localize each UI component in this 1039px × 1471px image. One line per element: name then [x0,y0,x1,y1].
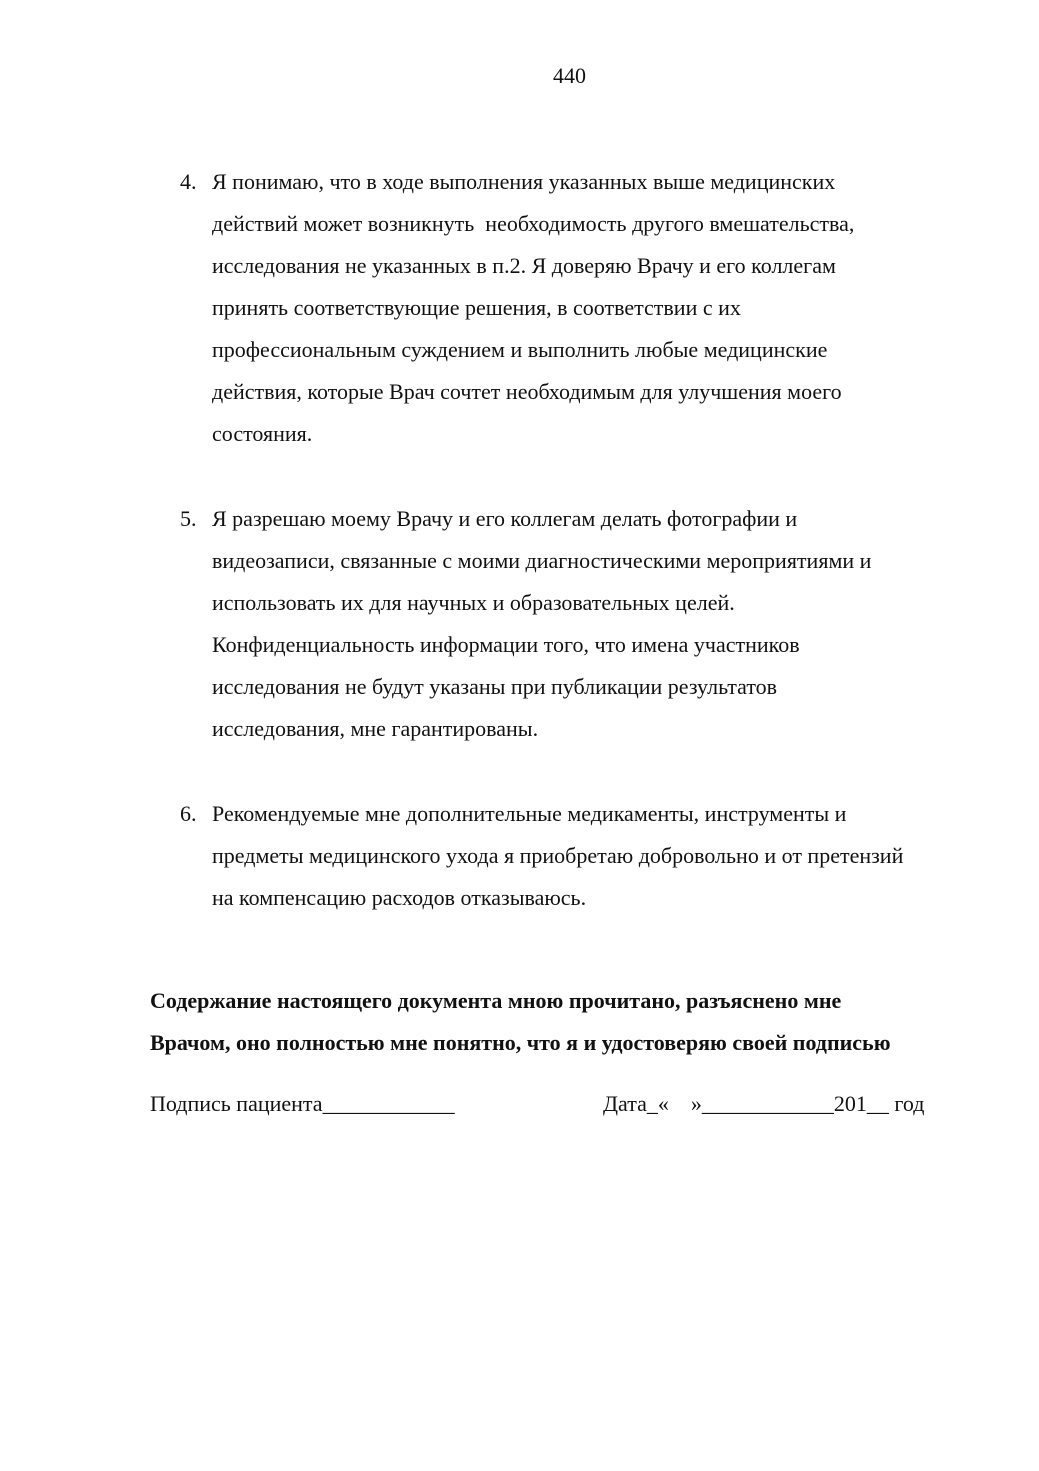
text-line: исследования не указанных в п.2. Я доверяю Врачу и его коллегам [212,253,836,278]
consent-statement [150,980,1010,1064]
text-line: видеозаписи, связанные с моими диагностическими мероприятиями и [212,548,872,573]
page-number: 440 [553,63,586,88]
text-line: предметы медицинского ухода я приобретаю добровольно и от претензий [212,843,904,868]
list-item-number: 4. [180,169,197,194]
date-field[interactable]: Дата_« »____________201__ год [603,1091,925,1116]
list-item-text [212,498,1012,750]
text-line: исследования, мне гарантированы. [212,716,539,741]
text-line: Рекомендуемые мне дополнительные медикаменты, инструменты и [212,801,847,826]
text-line: Конфиденциальность информации того, что имена участников [212,632,800,657]
list-item-number: 5. [180,506,197,531]
patient-signature-field[interactable]: Подпись пациента____________ [150,1091,455,1116]
text-line: использовать их для научных и образовательных целей. [212,590,735,615]
text-line: действий может возникнуть необходимость другого вмешательства, [212,211,855,236]
text-line: на компенсацию расходов отказываюсь. [212,885,587,910]
text-line: принять соответствующие решения, в соответствии с их [212,295,741,320]
list-item-text [212,161,1012,455]
list-item-number: 6. [180,801,197,826]
text-line: состояния. [212,421,313,446]
list-item-text [212,793,1012,919]
text-line: действия, которые Врач сочтет необходимым для улучшения моего [212,379,842,404]
statement-line: Содержание настоящего документа мною прочитано, разъяснено мне [150,988,842,1013]
text-line: исследования не будут указаны при публикации результатов [212,674,778,699]
statement-line: Врачом, оно полностью мне понятно, что я и удостоверяю своей подписью [150,1030,891,1055]
text-line: Я разрешаю моему Врачу и его коллегам делать фотографии и [212,506,798,531]
text-line: профессиональным суждением и выполнить любые медицинские [212,337,828,362]
text-line: Я понимаю, что в ходе выполнения указанных выше медицинских [212,169,836,194]
